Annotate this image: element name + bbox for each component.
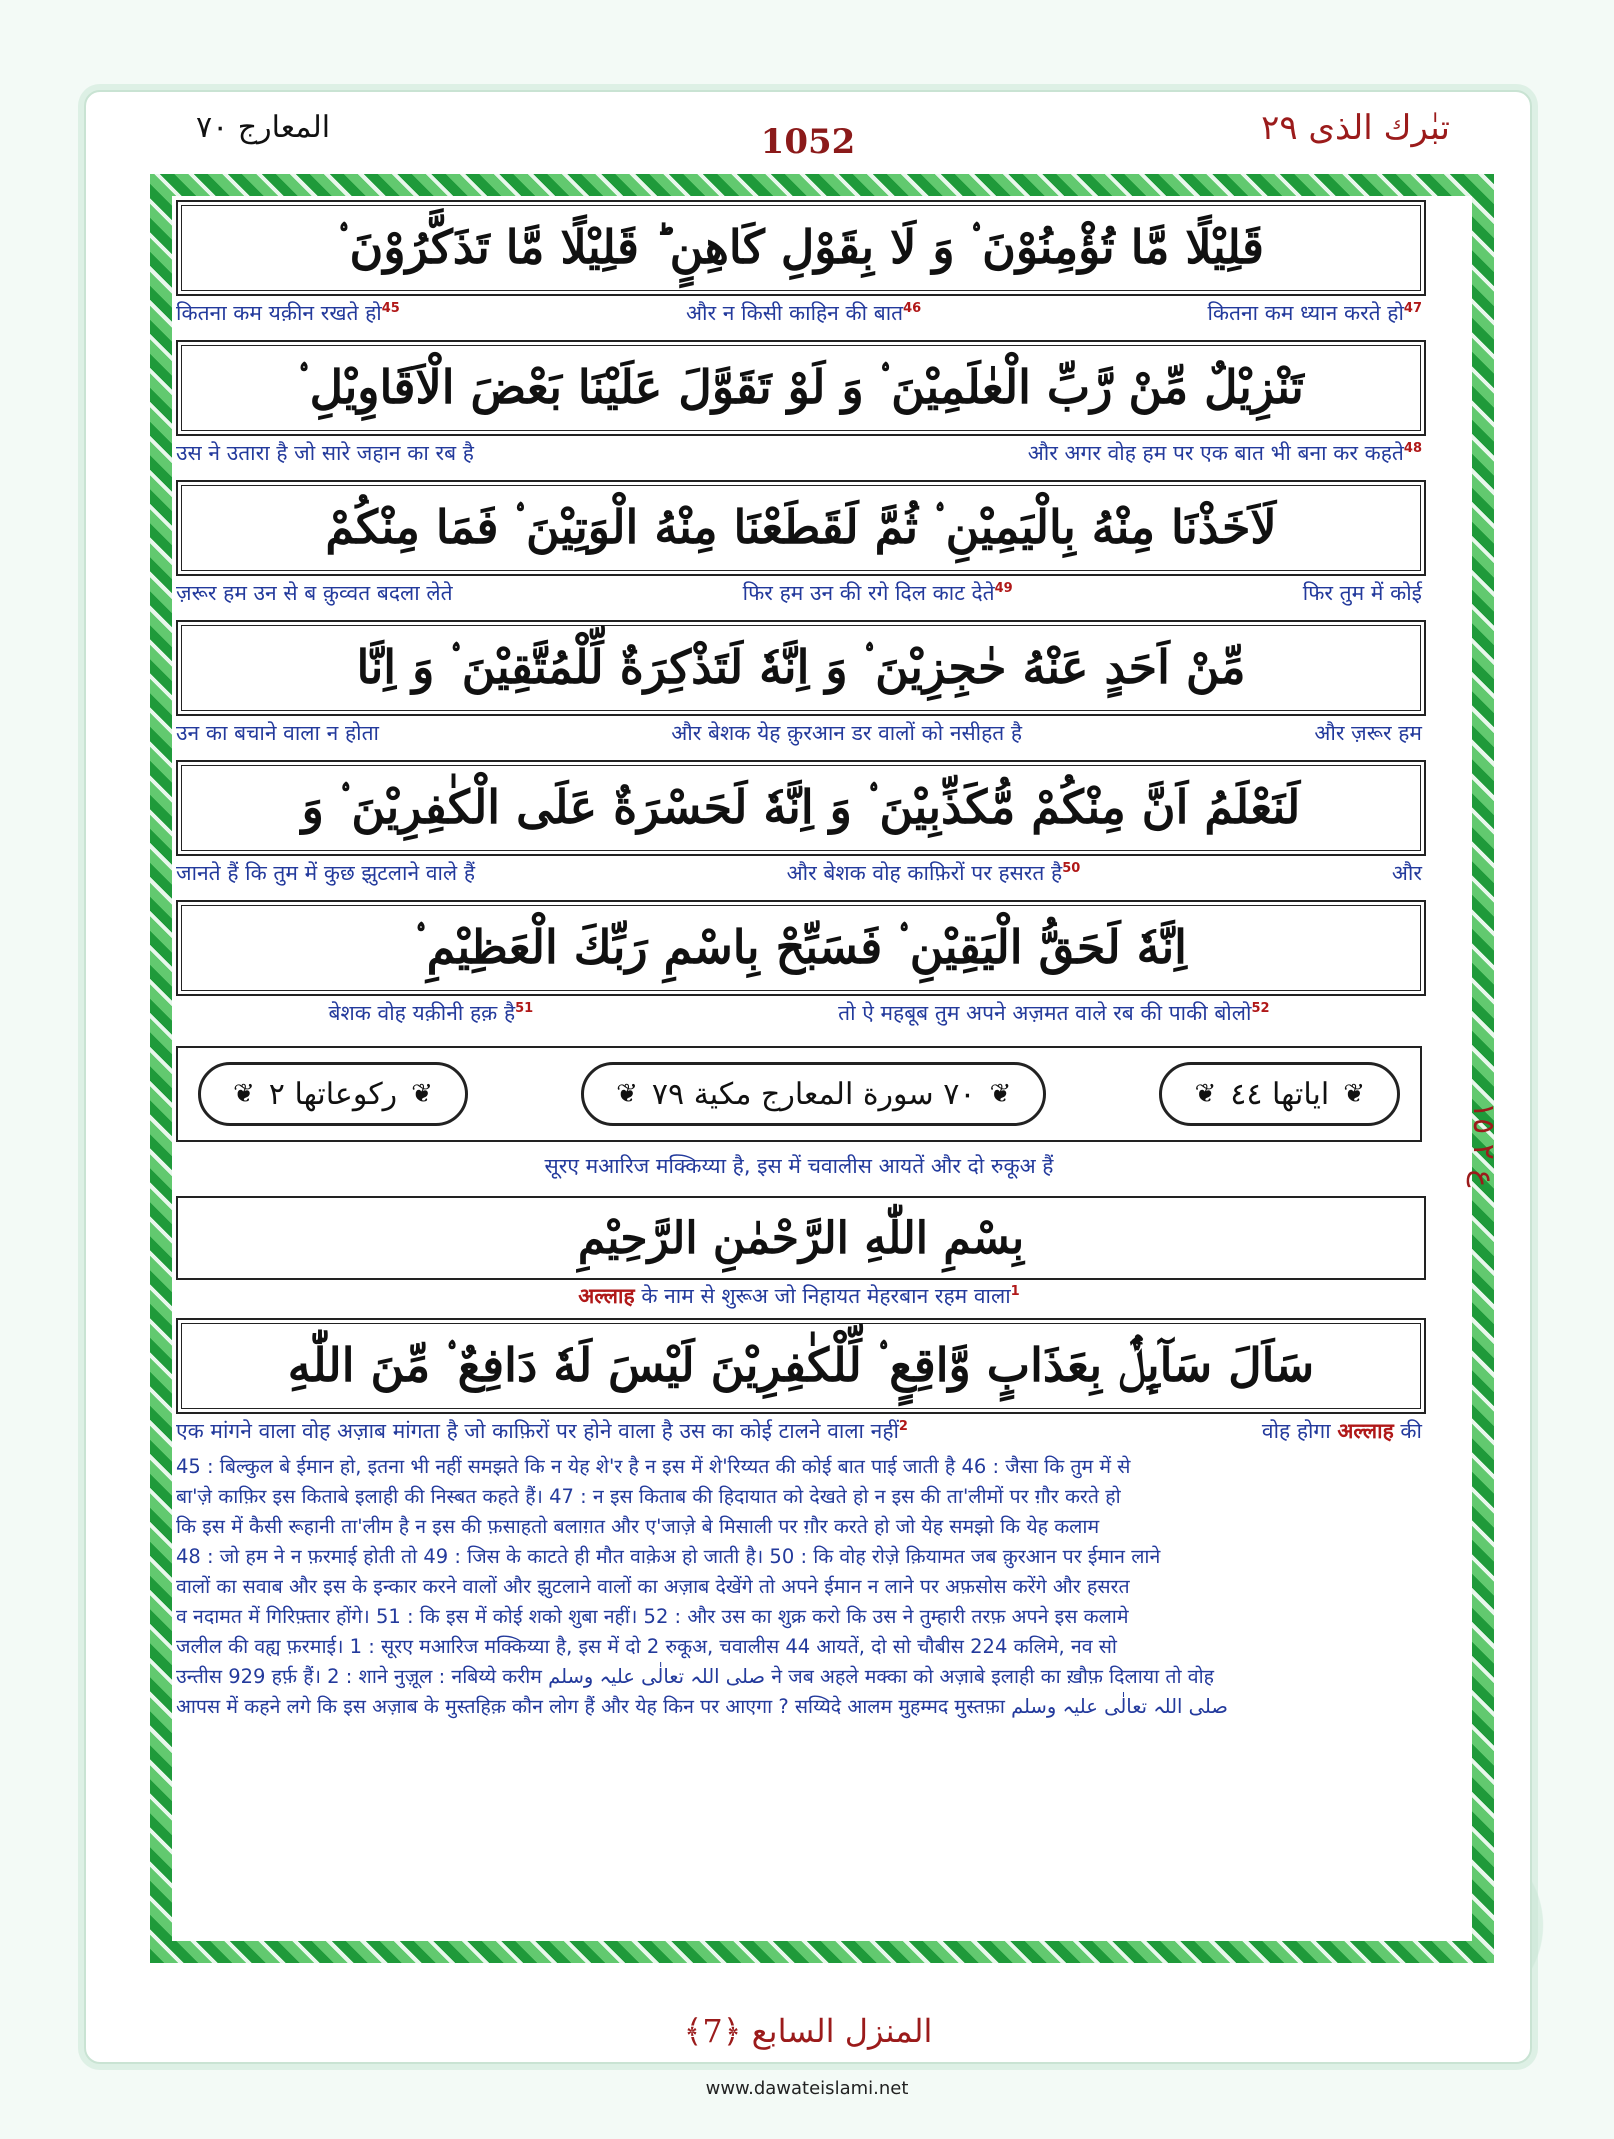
translation-segment: उन का बचाने वाला न होता [176,721,379,745]
translation-line [176,576,1422,610]
arabic-verse: قَلِيْلًا مَّا تُؤْمِنُوْنَ ۟ وَ لَا بِقَوْلِ كَاهِنٍ ؕ قَلِيْلًا مَّا تَذَكَّرُوْنَ ۟ [338,220,1264,274]
footnote-line: बा'ज़े काफ़िर इस किताबे इलाही की निस्बत कहते हैं। 47 : न इस किताब की हिदायात को देखते हो न इस की ता'लीमों पर ग़ौर करते हो [176,1485,1121,1508]
footnote-line: आपस में कहने लगे कि इस अज़ाब के मुस्तहिक़ कौन लोग हैं और येह किन पर आएगा ? सय्यिदे आलम मुहम्मद मुस्तफ़ा صلی اللہ تعالٰی علیہ وسلم [176,1695,1228,1718]
ruku-side-mark: ع ٢ ١٥ [1466,1102,1501,1188]
ruku-count-label: ركوعاتها ٢ [268,1076,398,1112]
verse-box [176,1318,1426,1414]
surah-title: ٧٠ سورة المعارج مكية ٧٩ [651,1076,976,1112]
verse-box [176,900,1426,996]
arabic-verse: مِّنْ اَحَدٍ عَنْهُ حٰجِزِيْنَ ۟ وَ اِنَّهٗ لَتَذْكِرَةٌ لِّلْمُتَّقِيْنَ ۟ وَ اِنَّا [356,640,1246,694]
translation-segment: और बेशक वोह काफ़िरों पर हसरत है50 [786,861,1081,885]
surah-info-line: सूरए मआरिज मक्किय्या है, इस में चवालीस आयतें और दो रुकूअ हैं [544,1154,1054,1178]
footnote-line: 45 : बिल्कुल बे ईमान हो, इतना भी नहीं समझते कि न येह शे'र है न इस में शे'रिय्यत की कोई बात पाई जाती है 46 : जैसा कि तुम में से [176,1455,1131,1478]
verse-box [176,620,1426,716]
translation-segment: ज़रूर हम उन से ब क़ुव्वत बदला लेते [176,581,453,605]
translation-line [176,856,1422,890]
footnote-line: व नदामत में गिरिफ़्तार होंगे। 51 : कि इस में कोई शको शुबा नहीं। 52 : और उस का शुक्र करो कि उस ने तुम्हारी तरफ़ अपने इस कलामे [176,1605,1129,1628]
verse-box [176,760,1426,856]
translation-line [176,296,1422,330]
translation-line [176,1414,1422,1448]
translation-segment: कितना कम यक़ीन रखते हो45 [176,301,400,325]
verse-box [176,340,1426,436]
footnote-line: उन्तीस 929 हर्फ़ हैं। 2 : शाने नुज़ूल : नबिय्ये करीम صلی اللہ تعالٰی علیہ وسلم ने जब अहले मक्का को अज़ाबे इलाही का ख़ौफ़ दिलाया तो वोह [176,1665,1214,1688]
arabic-verse: لَنَعْلَمُ اَنَّ مِنْكُمْ مُّكَذِّبِيْنَ ۟ وَ اِنَّهٗ لَحَسْرَةٌ عَلَى الْكٰفِرِيْنَ ۟ وَ [301,780,1301,834]
ruku-count-cartouche [198,1062,468,1126]
translation-segment: तो ऐ महबूब तुम अपने अज़मत वाले रब की पाकी बोलो52 [838,1001,1270,1025]
bismillah-box [176,1196,1426,1280]
bismillah-translation-text: के नाम से शुरूअ जो निहायत मेहरबान रहम वाला [641,1284,1011,1308]
ornament-icon: ❦ [616,1079,638,1109]
translation-line [176,436,1422,470]
bismillah-text: بِسْمِ اللّٰهِ الرَّحْمٰنِ الرَّحِيْمِ [577,1212,1025,1264]
translation-segment: जानते हैं कि तुम में कुछ झुटलाने वाले हैं [176,861,475,885]
translation-segment: कितना कम ध्यान करते हो47 [1207,301,1422,325]
footnote-line: कि इस में कैसी रूहानी ता'लीम है न इस की फ़साहतो बलाग़त और ए'जाज़े बे मिसाली पर ग़ौर करते हो जो येह समझो कि येह कलाम [176,1515,1100,1538]
ayat-count-label: اياتها ٤٤ [1230,1076,1330,1112]
footnote-line: वालों का सवाब और इस के इन्कार करने वालों और झुटलाने वालों का अज़ाब देखेंगे तो अपने ईमान न लाने पर अफ़सोस करेंगे और हसरत [176,1575,1130,1598]
translation-segment: और न किसी काहिन की बात46 [686,301,922,325]
para-name-header: تبٰرك الذى ٢٩ [1261,108,1450,148]
translation-segment: फिर तुम में कोई [1302,581,1422,605]
arabic-verse: اِنَّهٗ لَحَقُّ الْيَقِيْنِ ۟ فَسَبِّحْ بِاسْمِ رَبِّكَ الْعَظِيْمِ ۟ [415,920,1187,974]
ornament-icon: ❦ [1194,1079,1217,1109]
page-number: 1052 [760,122,856,162]
verse-box [176,200,1426,296]
footnote-line: जलील की वह्य फ़रमाई। 1 : सूरए मआरिज मक्किय्या है, इस में दो 2 रुकूअ, चवालीस 44 आयतें, दो सो चौबीस 224 कलिमे, नव सो [176,1635,1117,1658]
translation-segment: और बेशक येह क़ुरआन डर वालों को नसीहत है [671,721,1023,745]
page-sheet [84,90,1532,2064]
ornament-icon: ❦ [411,1079,433,1109]
website-url[interactable]: www.dawateislami.net [705,2078,909,2099]
allah-word: अल्लाह [578,1284,635,1308]
ornament-icon: ❦ [233,1079,255,1109]
verse-box [176,480,1426,576]
arabic-verse: لَاَخَذْنَا مِنْهُ بِالْيَمِيْنِ ۟ ثُمَّ لَقَطَعْنَا مِنْهُ الْوَتِيْنَ ۟ فَمَا مِنْكُمْ [325,500,1277,554]
bismillah-translation [176,1282,1422,1310]
translation-line [176,716,1422,750]
ornament-icon: ❦ [1343,1079,1365,1109]
footnote-line: 48 : जो हम ने न फ़रमाई होती तो 49 : जिस के काटते ही मौत वाक़ेअ हो जाती है। 50 : कि वोह रोज़े क़ियामत जब क़ुरआन पर ईमान लाने [176,1545,1161,1568]
ayat-count-cartouche [1159,1062,1400,1126]
ornament-icon: ❦ [989,1079,1012,1109]
translation-segment: फिर हम उन की रगे दिल काट देते49 [742,581,1013,605]
translation-segment: वोह होगा अल्लाह की [1261,1419,1422,1443]
translation-segment: बेशक वोह यक़ीनी हक़ है51 [328,1001,534,1025]
manzil-footer: المنزل السابع ﴿7﴾ [683,2012,933,2050]
translation-segment: एक मांगने वाला वोह अज़ाब मांगता है जो काफ़िरों पर होने वाला है उस का कोई टालने वाला नहीं2 [176,1419,908,1443]
arabic-verse: سَاَلَ سَآىِٕلٌۢ بِعَذَابٍ وَّاقِعٍ ۟ لِّلْكٰفِرِيْنَ لَيْسَ لَهٗ دَافِعٌ ۟ مِّنَ اللّٰهِ [287,1338,1315,1392]
footnote-ref: 1 [1010,1284,1020,1299]
translation-segment: उस ने उतारा है जो सारे जहान का रब है [176,441,474,465]
surah-name-header: المعارج ٧٠ [196,110,331,145]
surah-title-cartouche [581,1062,1046,1126]
translation-segment: और अगर वोह हम पर एक बात भी बना कर कहते48 [1027,441,1422,465]
translation-line [176,996,1422,1030]
translation-segment: और [1391,861,1422,885]
arabic-verse: تَنْزِيْلٌ مِّنْ رَّبِّ الْعٰلَمِيْنَ ۟ وَ لَوْ تَقَوَّلَ عَلَيْنَا بَعْضَ الْاَقَاوِيْلِ ۟ [298,360,1304,414]
translation-segment: और ज़रूर हम [1314,721,1422,745]
surah-header-box [176,1046,1422,1142]
footnotes [176,1452,1422,1722]
